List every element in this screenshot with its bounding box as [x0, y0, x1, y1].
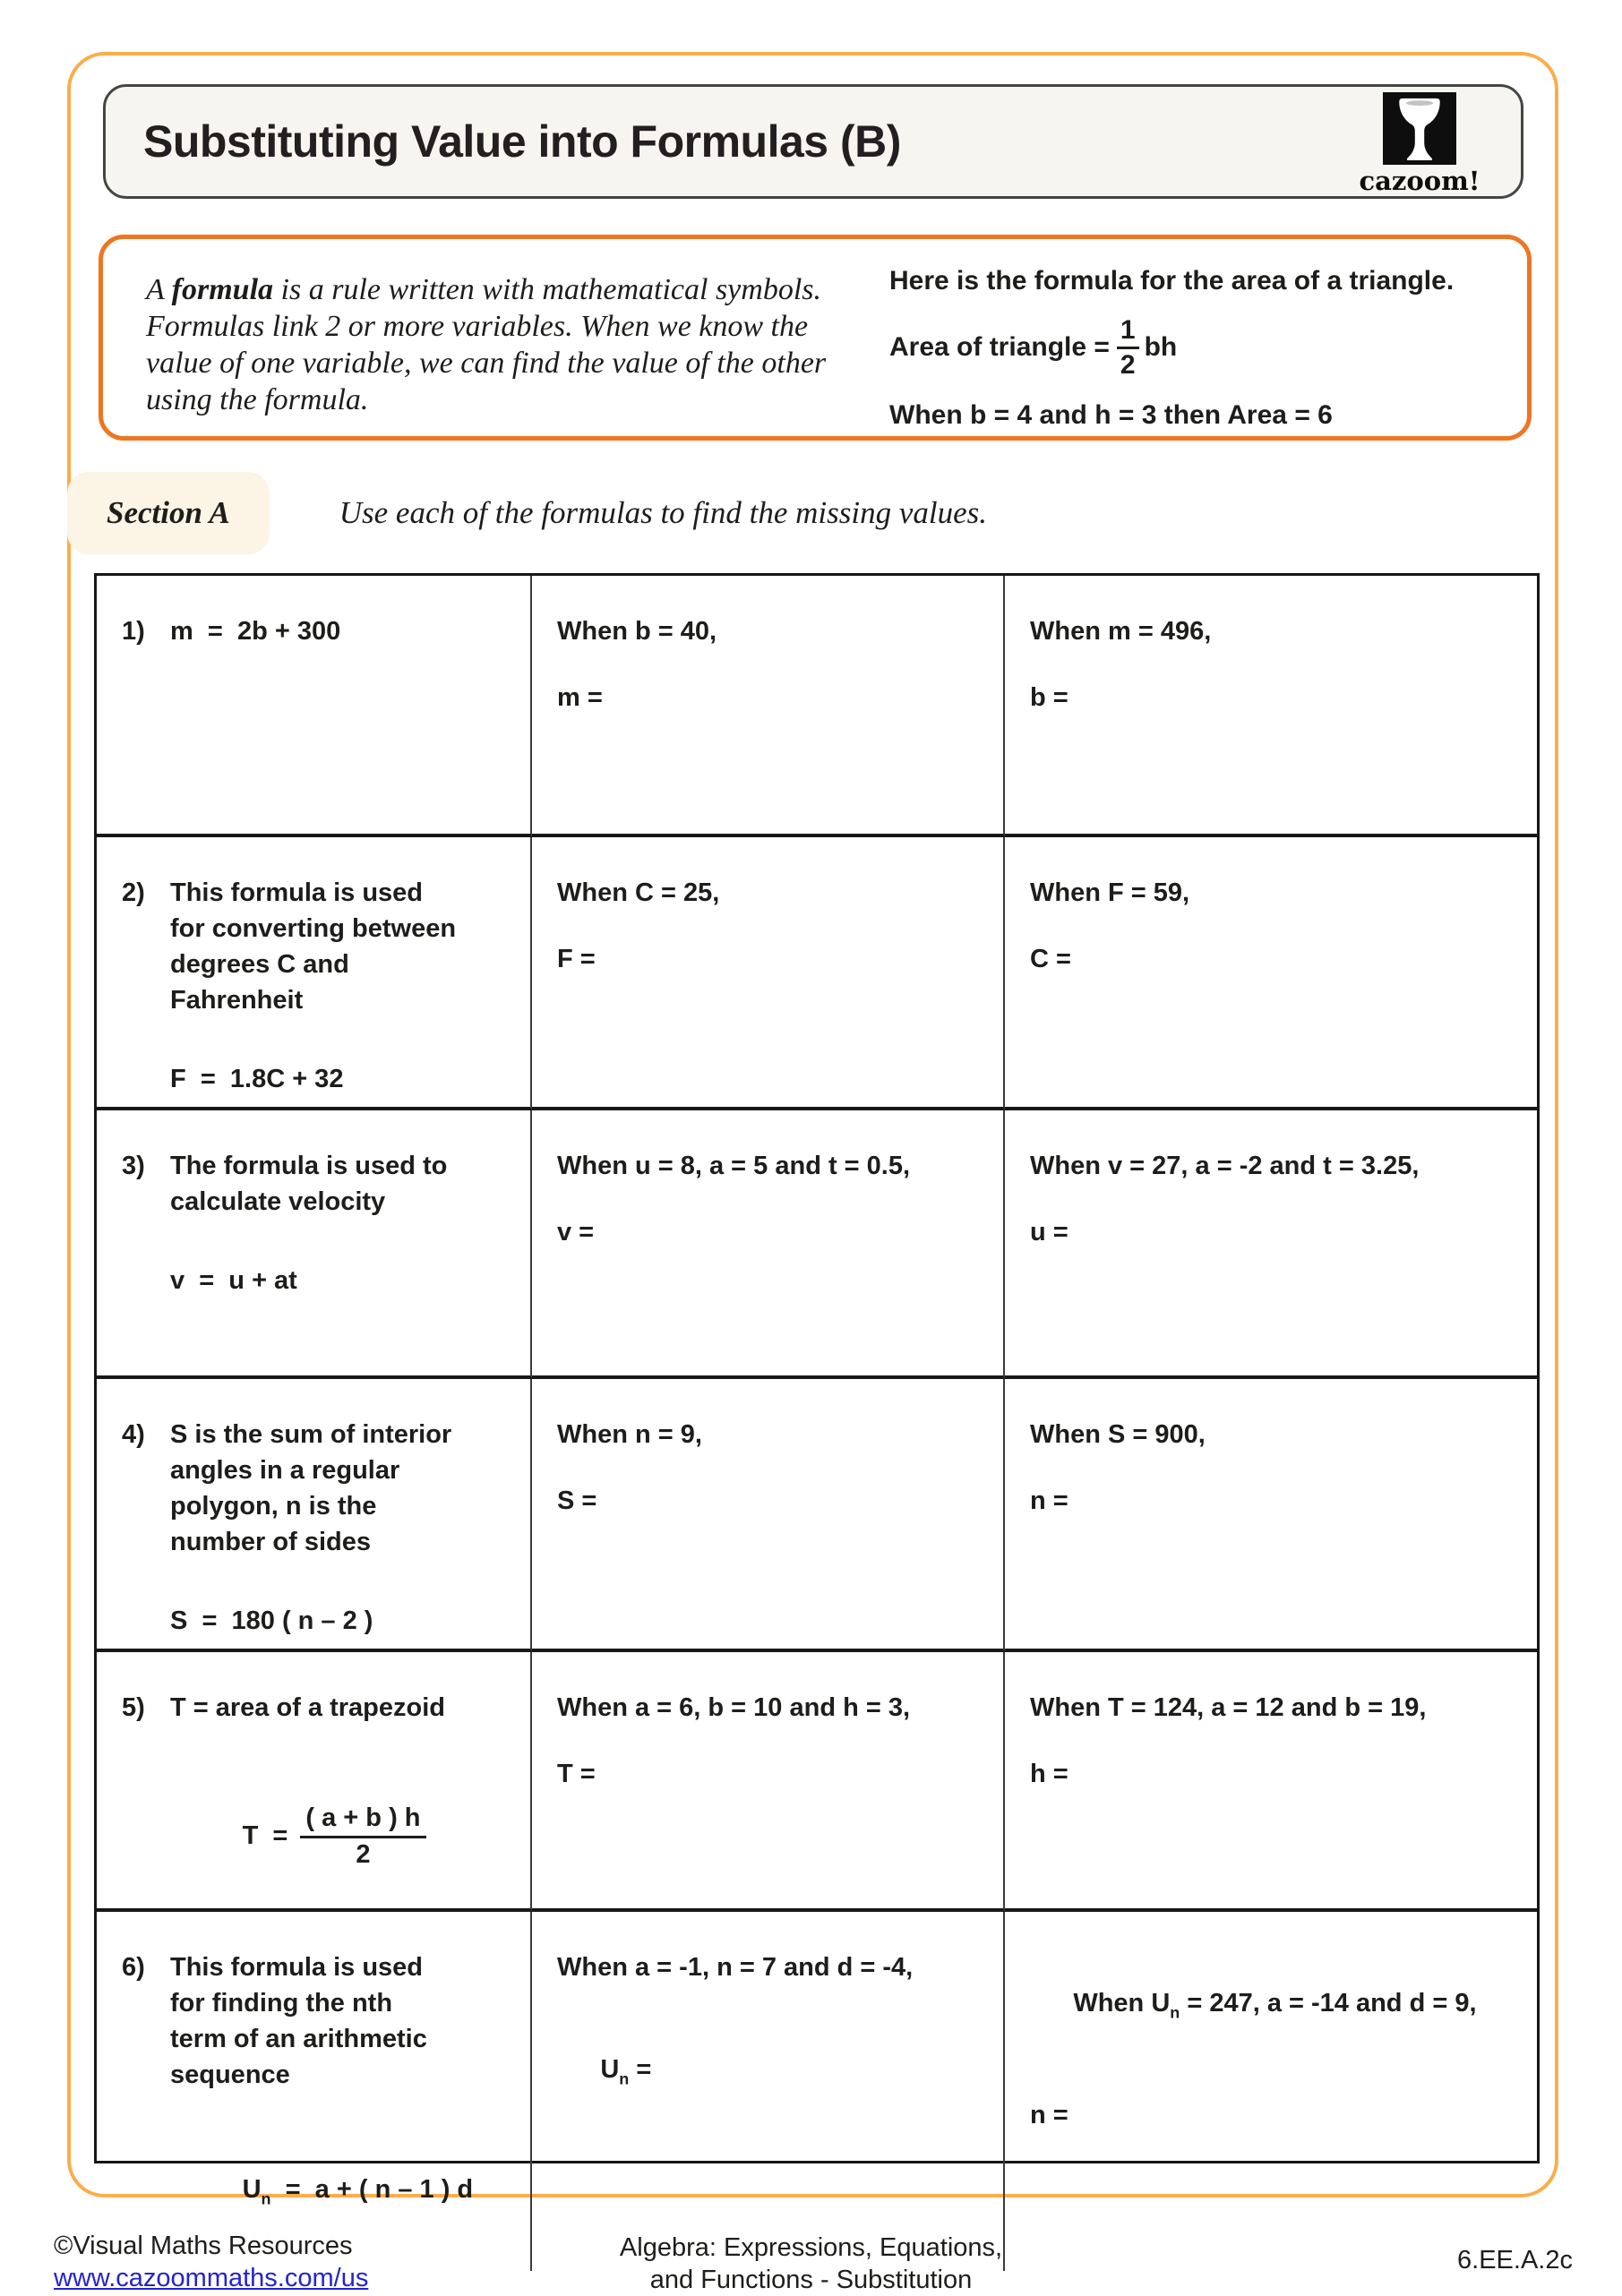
q1a-answer-prompt: m = [557, 683, 603, 712]
standard-code: 6.EE.A.2c [1457, 2246, 1573, 2275]
intro-text-post: is a rule written with mathematical symbols. Formulas link 2 or more variables. When we know the value of one variable, we can find the value of the other using the formula. [146, 273, 827, 416]
q2-part-b-cell[interactable] [1005, 837, 1537, 1110]
q1-formula: m = 2b + 300 [170, 617, 341, 646]
problems-table [94, 573, 1540, 2208]
intro-box [99, 235, 1532, 441]
q3b-given: When v = 27, a = -2 and t = 3.25, [1030, 1152, 1420, 1180]
q4a-given: When n = 9, [557, 1420, 702, 1449]
q3-part-a-cell[interactable] [532, 1110, 1005, 1379]
q6a-given: When a = -1, n = 7 and d = -4, [557, 1953, 914, 1982]
cazoom-logo [1352, 92, 1487, 196]
intro-example-formula [889, 316, 1518, 379]
q3a-answer-prompt: v = [557, 1218, 595, 1247]
footer-topic-block [0, 2232, 1622, 2296]
q3-number: 3) [122, 1152, 145, 1180]
q4b-answer-prompt: n = [1030, 1486, 1068, 1515]
q1-part-a-cell[interactable] [532, 576, 1005, 837]
q1b-answer-prompt: b = [1030, 683, 1068, 712]
q6a-answer-prompt: $U_n$ = [600, 2055, 652, 2088]
q4b-given: When S = 900, [1030, 1420, 1206, 1449]
topic-line2: and Functions - Substitution [649, 2266, 973, 2294]
q1-number: 1) [122, 617, 145, 646]
q5a-answer-prompt: T = [557, 1760, 596, 1788]
intro-text-pre: A [146, 273, 172, 306]
q2-formula: F = 1.8C + 32 [170, 1065, 344, 1093]
q6-formula-cell [97, 1912, 532, 2271]
q2b-given: When F = 59, [1030, 878, 1190, 907]
q5-formula: T = $\frac{( a + b ) h}{2}$ [170, 1769, 507, 1906]
fraction-numerator: 1 [1117, 316, 1139, 349]
formula-tail: bh [1144, 332, 1178, 362]
q4-desc: S is the sum of interior angles in a regular polygon, n is the number of sides [170, 1420, 452, 1556]
drum-icon [1383, 92, 1456, 165]
q5a-given: When a = 6, b = 10 and h = 3, [557, 1693, 911, 1722]
q4-part-a-cell[interactable] [532, 1379, 1005, 1652]
fraction-half [1117, 316, 1139, 379]
q2-desc: This formula is used for converting between degrees C and Fahrenheit [170, 878, 457, 1015]
q2-number: 2) [122, 878, 145, 907]
q6-part-a-cell[interactable] [532, 1912, 1005, 2271]
q6-number: 6) [122, 1953, 145, 1982]
q4-part-b-cell[interactable] [1005, 1379, 1537, 1652]
q3a-given: When u = 8, a = 5 and t = 0.5, [557, 1152, 911, 1180]
page-title: Substituting Value into Formulas (B) [143, 116, 901, 167]
title-box [103, 84, 1523, 199]
q5-number: 5) [122, 1693, 145, 1722]
q2a-given: When C = 25, [557, 878, 720, 907]
q3-formula-cell [97, 1110, 532, 1379]
q5b-answer-prompt: h = [1030, 1760, 1068, 1788]
section-instruction: Use each of the formulas to find the missing values. [339, 495, 988, 530]
q1-formula-cell [97, 576, 532, 837]
q6-formula: $U_n = a$ + ( n – 1 ) d [242, 2175, 474, 2208]
q6-part-b-cell[interactable] [1005, 1912, 1537, 2271]
q4-number: 4) [122, 1420, 145, 1449]
q4-formula: S = 180 ( n – 2 ) [170, 1606, 373, 1635]
q2a-answer-prompt: F = [557, 945, 596, 973]
q6-desc: This formula is used for finding the nth term of an arithmetic sequence [170, 1953, 427, 2089]
q3b-answer-prompt: u = [1030, 1218, 1068, 1247]
q6b-given: When $U_n = 247$, a = -14 and d = 9, [1073, 1989, 1477, 2022]
q5-fraction: $\frac{( a + b ) h}{2}$ [300, 1804, 425, 1870]
q5-formula-cell [97, 1652, 532, 1912]
topic-line1: Algebra: Expressions, Equations, [619, 2233, 1003, 2262]
intro-definition [103, 239, 855, 436]
brand-name: cazoom! [1359, 166, 1480, 196]
q4-formula-cell [97, 1379, 532, 1652]
section-label: Section A [67, 472, 270, 554]
q3-desc: The formula is used to calculate velocity [170, 1152, 448, 1216]
intro-text-bold: formula [171, 273, 274, 306]
q2-part-a-cell[interactable] [532, 837, 1005, 1110]
q5-part-b-cell[interactable] [1005, 1652, 1537, 1912]
q2-formula-cell [97, 837, 532, 1110]
q4a-answer-prompt: S = [557, 1486, 597, 1515]
q3-formula: v = u + at [170, 1266, 297, 1295]
website-link[interactable]: www.cazoommaths.com/us [54, 2264, 369, 2292]
intro-example [855, 239, 1527, 436]
fraction-denominator: 2 [1120, 349, 1136, 380]
q5-part-a-cell[interactable] [532, 1652, 1005, 1912]
section-header [67, 472, 1536, 554]
intro-example-line1: Here is the formula for the area of a triangle. [889, 266, 1455, 296]
q1a-given: When b = 40, [557, 617, 717, 646]
intro-example-line3: When b = 4 and h = 3 then Area = 6 [889, 400, 1333, 430]
q2b-answer-prompt: C = [1030, 945, 1071, 973]
copyright-text: ©Visual Maths Resources [54, 2232, 353, 2260]
q6b-answer-prompt: n = [1030, 2100, 1068, 2129]
q5-desc: T = area of a trapezoid [170, 1693, 446, 1722]
formula-lead: Area of triangle = [889, 332, 1110, 362]
q1-part-b-cell[interactable] [1005, 576, 1537, 837]
q1b-given: When m = 496, [1030, 617, 1212, 646]
q5b-given: When T = 124, a = 12 and b = 19, [1030, 1693, 1427, 1722]
q3-part-b-cell[interactable] [1005, 1110, 1537, 1379]
